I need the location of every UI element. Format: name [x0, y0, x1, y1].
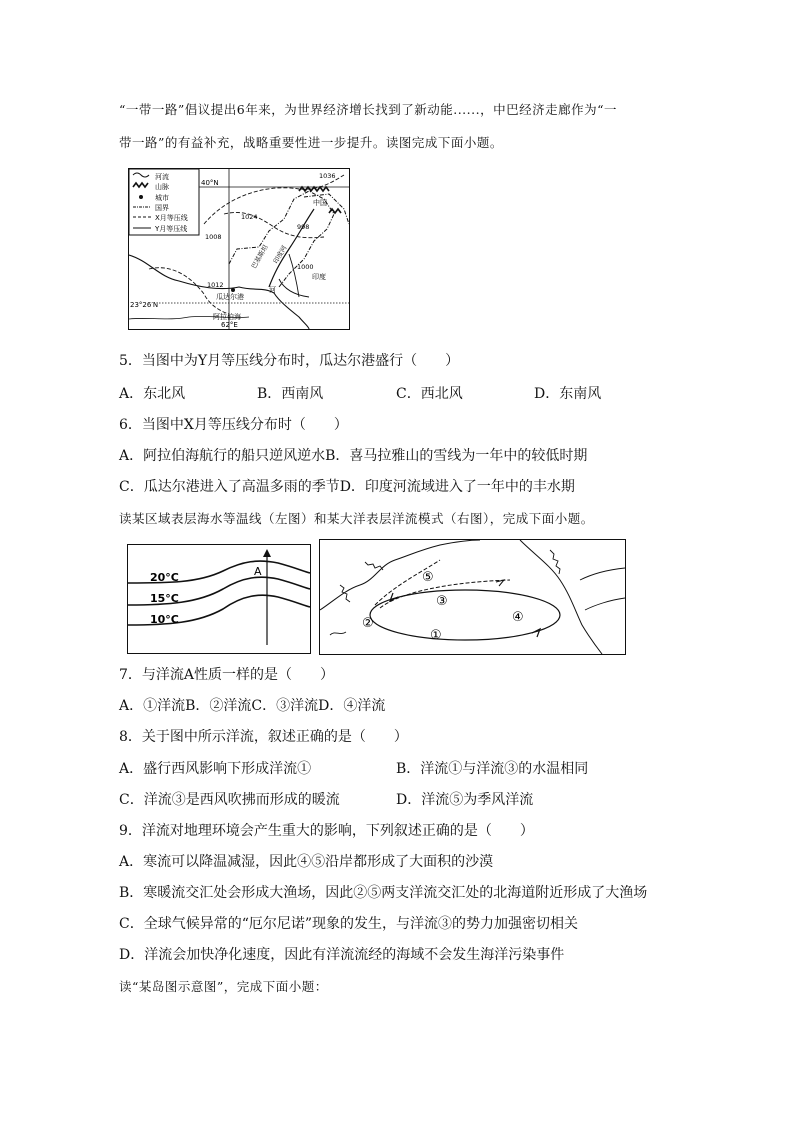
- ocean-current-figure: [319, 539, 626, 655]
- current-5: ⑤: [422, 570, 434, 585]
- q8-option-d[interactable]: D．洋流⑤为季风洋流: [396, 792, 534, 808]
- q6-options-ab[interactable]: A．阿拉伯海航行的船只逆风逆水B．喜马拉雅山的雪线为一年中的较低时期: [119, 448, 588, 464]
- lat-40n: 40°N: [201, 179, 219, 187]
- lat-tropic: 23°26′N: [130, 301, 159, 309]
- q9-option-d[interactable]: D．洋流会加快净化速度，因此有洋流流经的海域不会发生海洋污染事件: [119, 947, 565, 963]
- label-river: 河: [269, 286, 276, 294]
- label-pakistan: 巴基斯坦: [249, 243, 270, 270]
- label-gwadar: 瓜达尔港: [216, 293, 244, 301]
- legend-y-isobar: Y月等压线: [155, 225, 188, 233]
- current-2: ②: [362, 616, 374, 631]
- q9-stem: 9．洋流对地理环境会产生重大的影响，下列叙述正确的是（ ）: [119, 823, 534, 839]
- isobar-1008: 1008: [205, 233, 222, 241]
- legend-river: 河流: [155, 173, 169, 181]
- legend-x-isobar: X月等压线: [155, 214, 188, 222]
- q8-option-b[interactable]: B．洋流①与洋流③的水温相同: [396, 761, 589, 777]
- legend-mountain: 山脉: [155, 183, 169, 191]
- intro-line-2: 带一路”的有益补充，战略重要性进一步提升。读图完成下面小题。: [119, 135, 503, 150]
- intro-line-1: “一带一路”倡议提出6年来，为世界经济增长找到了新动能......，中巴经济走廊作为“一: [119, 102, 617, 117]
- lon-62e: 62°E: [221, 321, 238, 329]
- isotherm-10: 10°C: [150, 613, 179, 626]
- current-3: ③: [436, 594, 448, 609]
- current-4: ④: [512, 610, 524, 625]
- q5-option-b[interactable]: B．西南风: [257, 386, 324, 402]
- intro-3: 读“某岛图示意图”，完成下面小题：: [119, 979, 328, 994]
- isobar-1036: 1036: [319, 172, 336, 180]
- q9-option-a[interactable]: A．寒流可以降温减湿，因此④⑤沿岸都形成了大面积的沙漠: [119, 854, 494, 870]
- label-india: 印度: [312, 273, 326, 281]
- label-arabian-sea: 阿拉伯海: [213, 313, 241, 321]
- isobar-1000: 1000: [297, 263, 314, 271]
- current-a-label: A: [254, 565, 262, 578]
- isobar-1024: 1024: [241, 213, 258, 221]
- q6-stem: 6．当图中X月等压线分布时（ ）: [119, 417, 348, 433]
- isotherm-15: 15°C: [150, 592, 179, 605]
- intro-2: 读某区域表层海水等温线（左图）和某大洋表层洋流模式（右图），完成下面小题。: [119, 511, 594, 526]
- isotherm-20: 20°C: [150, 571, 179, 584]
- q9-option-b[interactable]: B．寒暖流交汇处会形成大渔场，因此②⑤两支洋流交汇处的北海道附近形成了大渔场: [119, 885, 648, 901]
- isobar-1012: 1012: [207, 281, 224, 289]
- q5-stem: 5．当图中为Y月等压线分布时，瓜达尔港盛行（ ）: [119, 353, 460, 369]
- label-china: 中国: [313, 199, 327, 207]
- legend-city: 城市: [155, 194, 169, 202]
- q7-stem: 7．与洋流A性质一样的是（ ）: [119, 667, 335, 683]
- q8-option-c[interactable]: C．洋流③是西风吹拂而形成的暖流: [119, 792, 340, 808]
- isobar-998: 998: [297, 223, 310, 231]
- q8-stem: 8．关于图中所示洋流，叙述正确的是（ ）: [119, 729, 408, 745]
- q6-options-cd[interactable]: C．瓜达尔港进入了高温多雨的季节D．印度河流域进入了一年中的丰水期: [119, 479, 575, 495]
- q5-option-a[interactable]: A．东北风: [119, 386, 186, 402]
- q9-option-c[interactable]: C．全球气候异常的“厄尔尼诺”现象的发生，与洋流③的势力加强密切相关: [119, 916, 579, 932]
- q7-options[interactable]: A．①洋流B．②洋流C．③洋流D．④洋流: [119, 698, 386, 714]
- isotherm-figure: [127, 544, 311, 654]
- current-1: ①: [430, 628, 442, 643]
- legend-border: 国界: [155, 204, 169, 212]
- pakistan-isobar-map: [128, 168, 350, 330]
- q8-option-a[interactable]: A．盛行西风影响下形成洋流①: [119, 761, 312, 777]
- q5-option-c[interactable]: C．西北风: [396, 386, 463, 402]
- q5-option-d[interactable]: D．东南风: [534, 386, 602, 402]
- label-indus: 印度河: [271, 244, 289, 265]
